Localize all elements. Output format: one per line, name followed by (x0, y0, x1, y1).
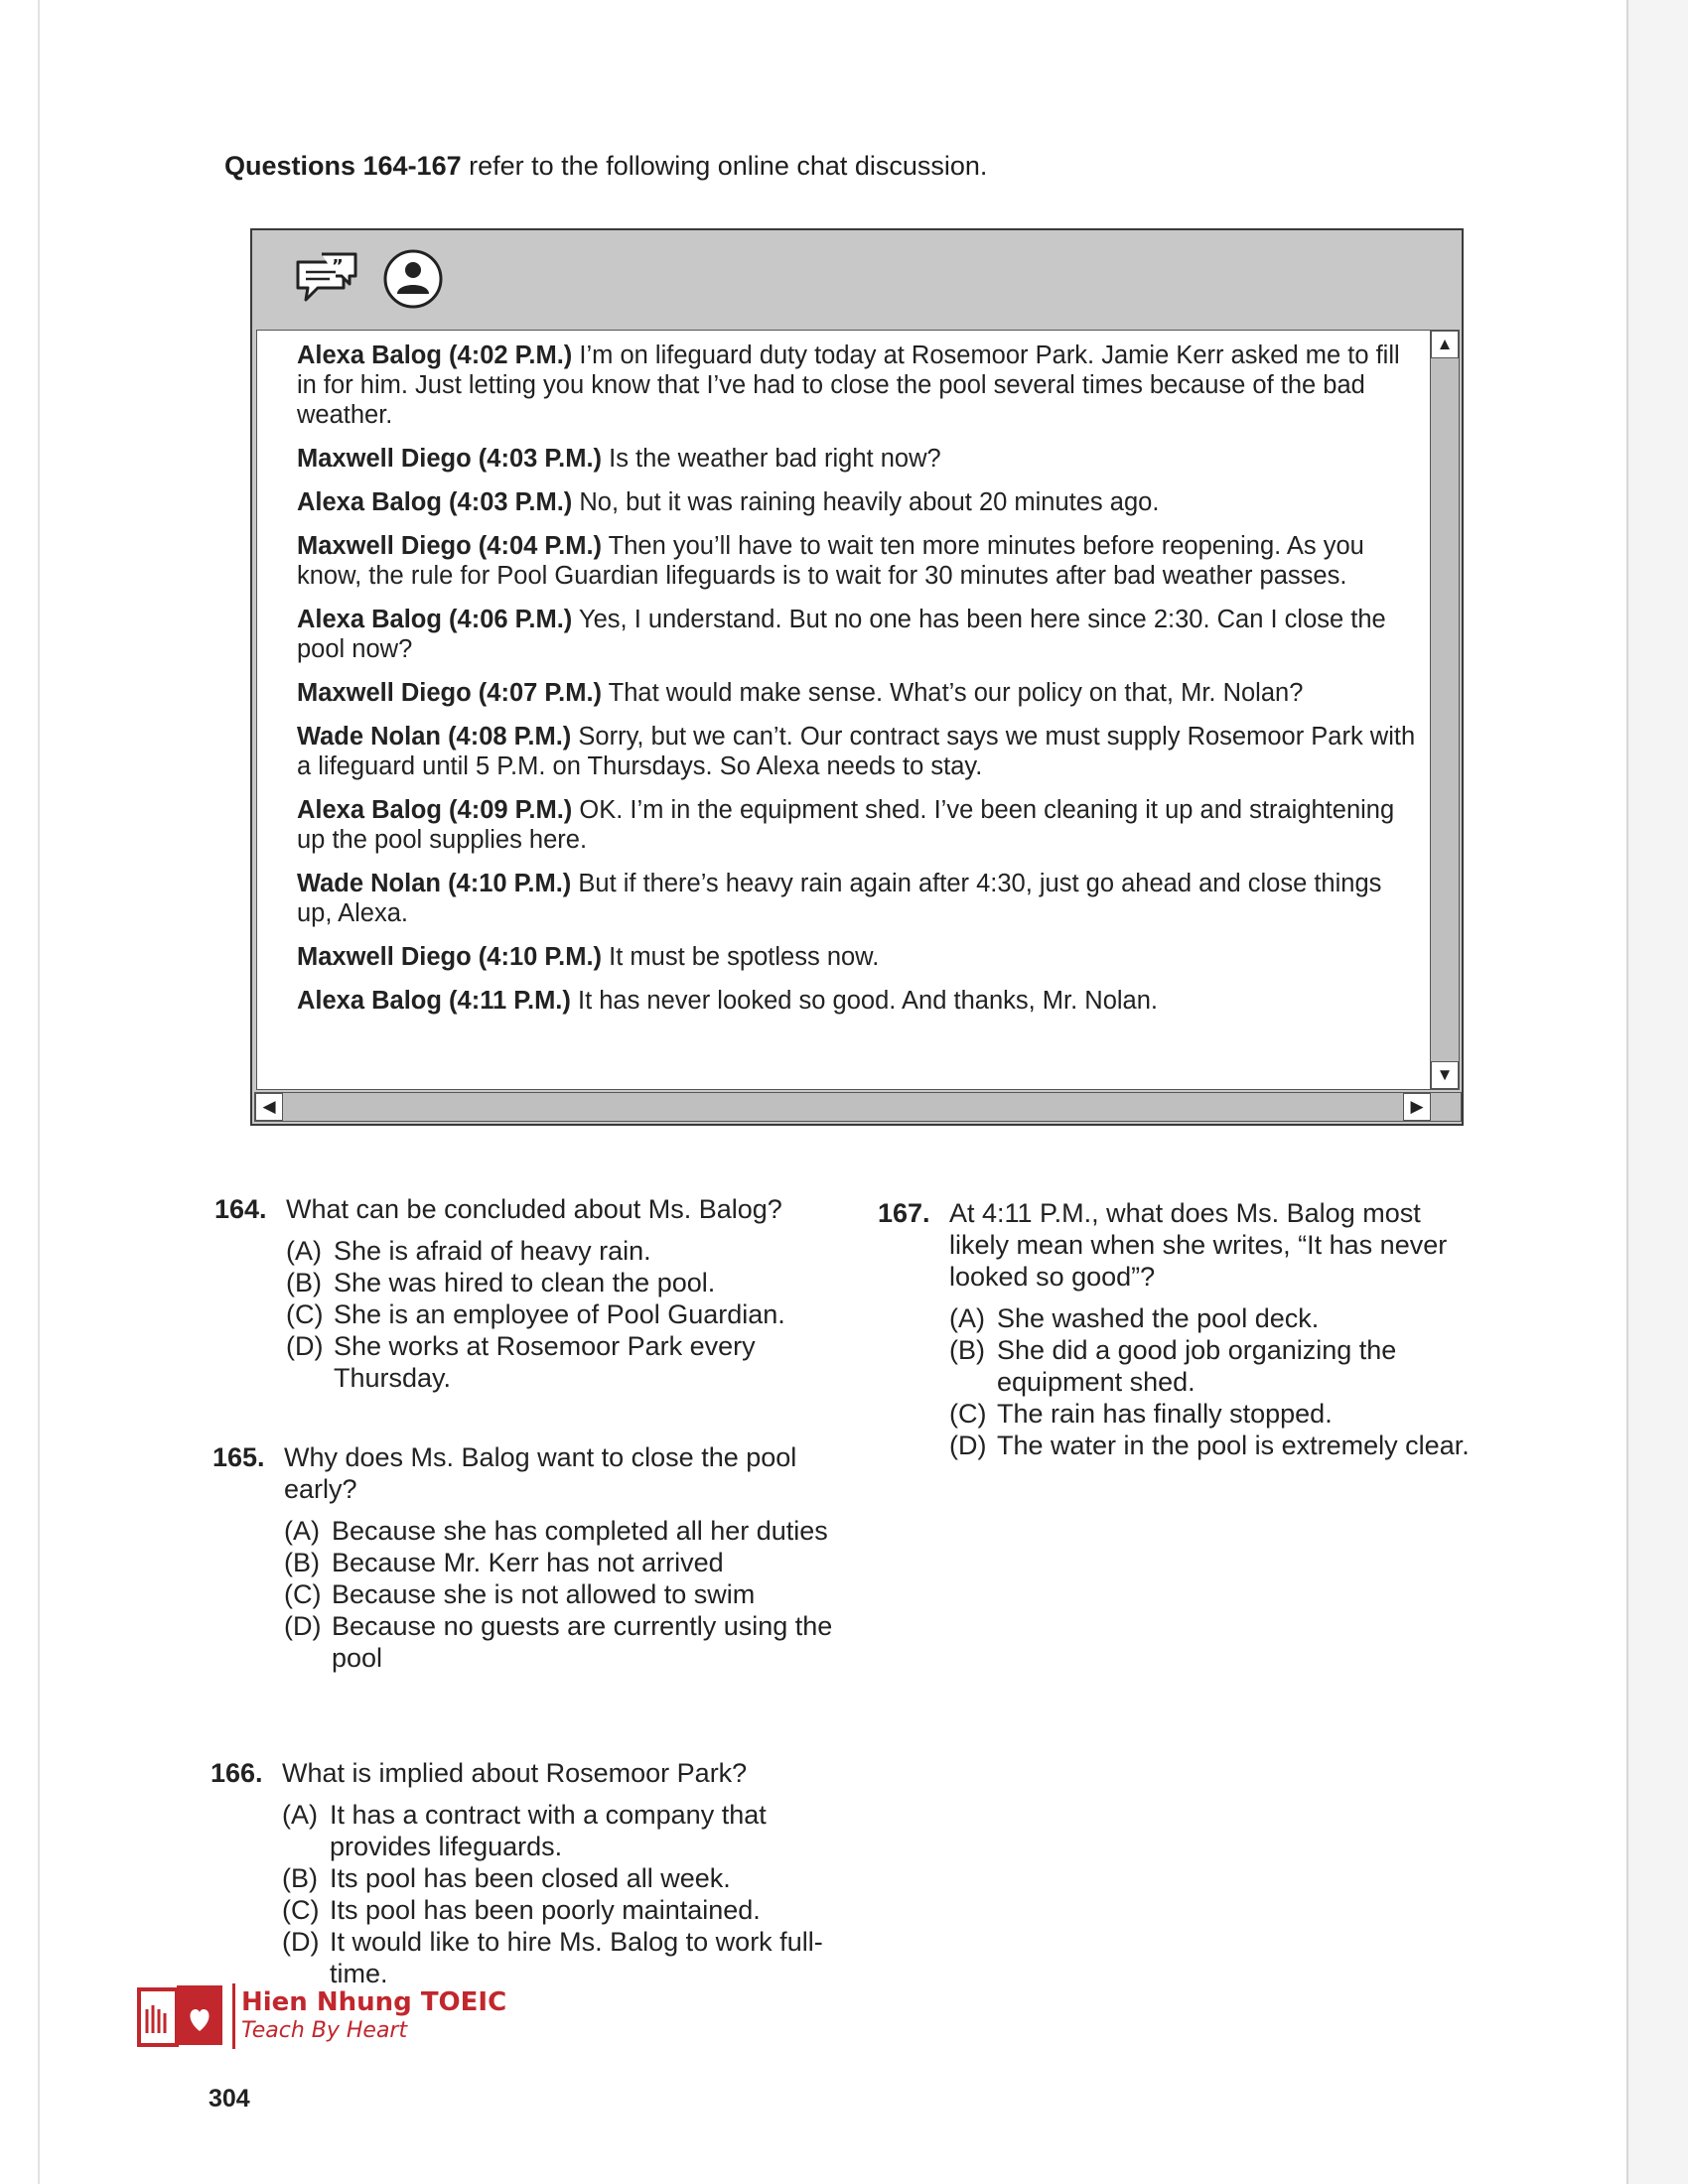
chat-message (297, 605, 1419, 664)
answer-option[interactable] (286, 1298, 850, 1330)
option-letter: (C) (284, 1579, 322, 1609)
option-text: Because she is not allowed to swim (332, 1579, 756, 1609)
answer-option[interactable] (282, 1894, 846, 1926)
answer-options (286, 1235, 850, 1394)
question-164 (214, 1193, 850, 1394)
option-text: It has a contract with a company that provides lifeguards. (330, 1800, 767, 1861)
option-text: She washed the pool deck. (997, 1303, 1320, 1333)
page-edge-left (38, 0, 40, 2184)
question-text: What can be concluded about Ms. Balog? (286, 1194, 782, 1224)
chat-message (297, 341, 1419, 430)
answer-option[interactable] (949, 1302, 1474, 1334)
answer-option[interactable] (284, 1578, 848, 1610)
question-number: 165. (212, 1442, 265, 1472)
answer-option[interactable] (949, 1334, 1474, 1398)
answer-option[interactable] (284, 1515, 848, 1547)
question-number: 167. (878, 1198, 930, 1228)
chat-message-text: It must be spotless now. (609, 943, 880, 971)
option-text: Its pool has been closed all week. (330, 1863, 731, 1893)
chat-message-text: OK. I’m in the equipment shed. I’ve been cleaning it up and straightening up the pool supplies here. (297, 796, 1395, 854)
option-text: She was hired to clean the pool. (334, 1268, 716, 1297)
chat-bubble-icon[interactable] (292, 248, 361, 310)
chat-toolbar (252, 230, 1462, 326)
chat-sender: Alexa Balog (4:11 P.M.) (297, 987, 571, 1015)
book-heart-icon (133, 1979, 228, 2053)
answer-option[interactable] (949, 1430, 1474, 1461)
scroll-up-arrow-icon[interactable]: ▲ (1431, 331, 1459, 358)
option-text: She works at Rosemoor Park every Thursday. (334, 1331, 756, 1393)
chat-message-text: But if there’s heavy rain again after 4:30, just go ahead and close things up, Alexa. (297, 870, 1382, 927)
option-text: She did a good job organizing the equipment shed. (997, 1335, 1397, 1397)
passage-intro (224, 151, 987, 182)
brand-name: Hien Nhung TOEIC (241, 1987, 507, 2017)
question-text: At 4:11 P.M., what does Ms. Balog most likely mean when she writes, “It has never looked so good”? (949, 1198, 1448, 1292)
option-letter: (D) (286, 1331, 324, 1361)
answer-option[interactable] (286, 1235, 850, 1267)
chat-sender: Maxwell Diego (4:10 P.M.) (297, 943, 603, 971)
option-letter: (C) (282, 1895, 320, 1925)
chat-message (297, 986, 1419, 1016)
scroll-right-arrow-icon[interactable]: ▶ (1403, 1093, 1431, 1121)
chat-message (297, 678, 1419, 708)
horizontal-scrollbar[interactable] (254, 1092, 1462, 1122)
option-text: Because Mr. Kerr has not arrived (332, 1548, 724, 1577)
option-text: She is afraid of heavy rain. (334, 1236, 651, 1266)
question-number: 166. (211, 1758, 263, 1788)
chat-message (297, 722, 1419, 781)
chat-sender: Maxwell Diego (4:04 P.M.) (297, 532, 603, 560)
chat-sender: Maxwell Diego (4:03 P.M.) (297, 445, 603, 473)
option-letter: (C) (286, 1299, 324, 1329)
chat-sender: Alexa Balog (4:06 P.M.) (297, 606, 573, 633)
answer-option[interactable] (286, 1330, 850, 1394)
chat-sender: Maxwell Diego (4:07 P.M.) (297, 679, 603, 707)
chat-message-list (297, 341, 1419, 1029)
chat-message (297, 942, 1419, 972)
option-letter: (C) (949, 1399, 987, 1429)
chat-message (297, 531, 1419, 591)
page-edge-right (1626, 0, 1688, 2184)
option-letter: (B) (286, 1268, 322, 1297)
option-text: The water in the pool is extremely clear. (997, 1431, 1470, 1460)
answer-options (949, 1302, 1474, 1461)
question-number: 164. (214, 1194, 267, 1224)
option-text: The rain has finally stopped. (997, 1399, 1333, 1429)
chat-sender: Alexa Balog (4:09 P.M.) (297, 796, 573, 824)
question-166 (211, 1757, 846, 1989)
option-letter: (D) (284, 1611, 322, 1641)
answer-option[interactable] (284, 1610, 848, 1674)
chat-message-text: No, but it was raining heavily about 20 minutes ago. (579, 488, 1160, 516)
answer-options (284, 1515, 848, 1674)
option-letter: (B) (284, 1548, 320, 1577)
option-letter: (A) (284, 1516, 320, 1546)
chat-message-text: I’m on lifeguard duty today at Rosemoor Park. Jamie Kerr asked me to fill in for him. Just letting you know that I’ve had to close the pool several times because of the bad weather. (297, 341, 1400, 429)
option-letter: (D) (282, 1927, 320, 1957)
scroll-down-arrow-icon[interactable]: ▼ (1431, 1061, 1459, 1089)
question-167 (878, 1197, 1474, 1461)
chat-sender: Wade Nolan (4:08 P.M.) (297, 723, 572, 751)
chat-message (297, 487, 1419, 517)
brand-tagline: Teach By Heart (241, 2018, 408, 2043)
chat-message-text: It has never looked so good. And thanks, Mr. Nolan. (577, 987, 1159, 1015)
chat-sender: Alexa Balog (4:02 P.M.) (297, 341, 573, 369)
chat-message-text: Sorry, but we can’t. Our contract says we must supply Rosemoor Park with a lifeguard until 5 P.M. on Thursdays. So Alexa needs to stay. (297, 723, 1416, 780)
question-text: Why does Ms. Balog want to close the pool early? (284, 1442, 797, 1504)
questions-range: Questions 164-167 (224, 151, 462, 181)
chat-message (297, 869, 1419, 928)
option-letter: (A) (949, 1303, 985, 1333)
option-text: Because no guests are currently using the pool (332, 1611, 833, 1673)
chat-message (297, 444, 1419, 474)
option-letter: (D) (949, 1431, 987, 1460)
page-number: 304 (209, 2085, 250, 2113)
intro-text: refer to the following online chat discussion. (469, 151, 988, 181)
chat-window (250, 228, 1464, 1126)
answer-options (282, 1799, 846, 1989)
chat-message-pane (256, 330, 1434, 1090)
option-letter: (A) (282, 1800, 318, 1830)
chat-message (297, 795, 1419, 855)
chat-sender: Wade Nolan (4:10 P.M.) (297, 870, 572, 897)
option-letter: (B) (949, 1335, 985, 1365)
brand-text (241, 1987, 506, 2045)
answer-option[interactable] (284, 1547, 848, 1578)
question-165 (212, 1441, 848, 1674)
brand-logo (133, 1976, 506, 2057)
user-icon[interactable] (381, 248, 445, 310)
answer-option[interactable] (282, 1862, 846, 1894)
scroll-left-arrow-icon[interactable]: ◀ (255, 1093, 283, 1121)
answer-option[interactable] (286, 1267, 850, 1298)
option-letter: (A) (286, 1236, 322, 1266)
chat-message-text: Then you’ll have to wait ten more minutes before reopening. As you know, the rule for Pool Guardian lifeguards is to wait for 30 minutes after bad weather passes. (297, 532, 1364, 590)
option-letter: (B) (282, 1863, 318, 1893)
chat-message-text: Yes, I understand. But no one has been here since 2:30. Can I close the pool now? (297, 606, 1386, 663)
chat-sender: Alexa Balog (4:03 P.M.) (297, 488, 573, 516)
answer-option[interactable] (282, 1799, 846, 1862)
answer-option[interactable] (949, 1398, 1474, 1430)
vertical-scrollbar[interactable] (1430, 330, 1460, 1090)
chat-message-text: That would make sense. What’s our policy on that, Mr. Nolan? (608, 679, 1304, 707)
brand-divider (232, 1983, 235, 2049)
chat-message-text: Is the weather bad right now? (609, 445, 941, 473)
question-text: What is implied about Rosemoor Park? (282, 1758, 748, 1788)
option-text: She is an employee of Pool Guardian. (334, 1299, 785, 1329)
option-text: Because she has completed all her duties (332, 1516, 828, 1546)
option-text: It would like to hire Ms. Balog to work full-time. (330, 1927, 823, 1988)
svg-text:”: ” (332, 256, 344, 277)
option-text: Its pool has been poorly maintained. (330, 1895, 761, 1925)
